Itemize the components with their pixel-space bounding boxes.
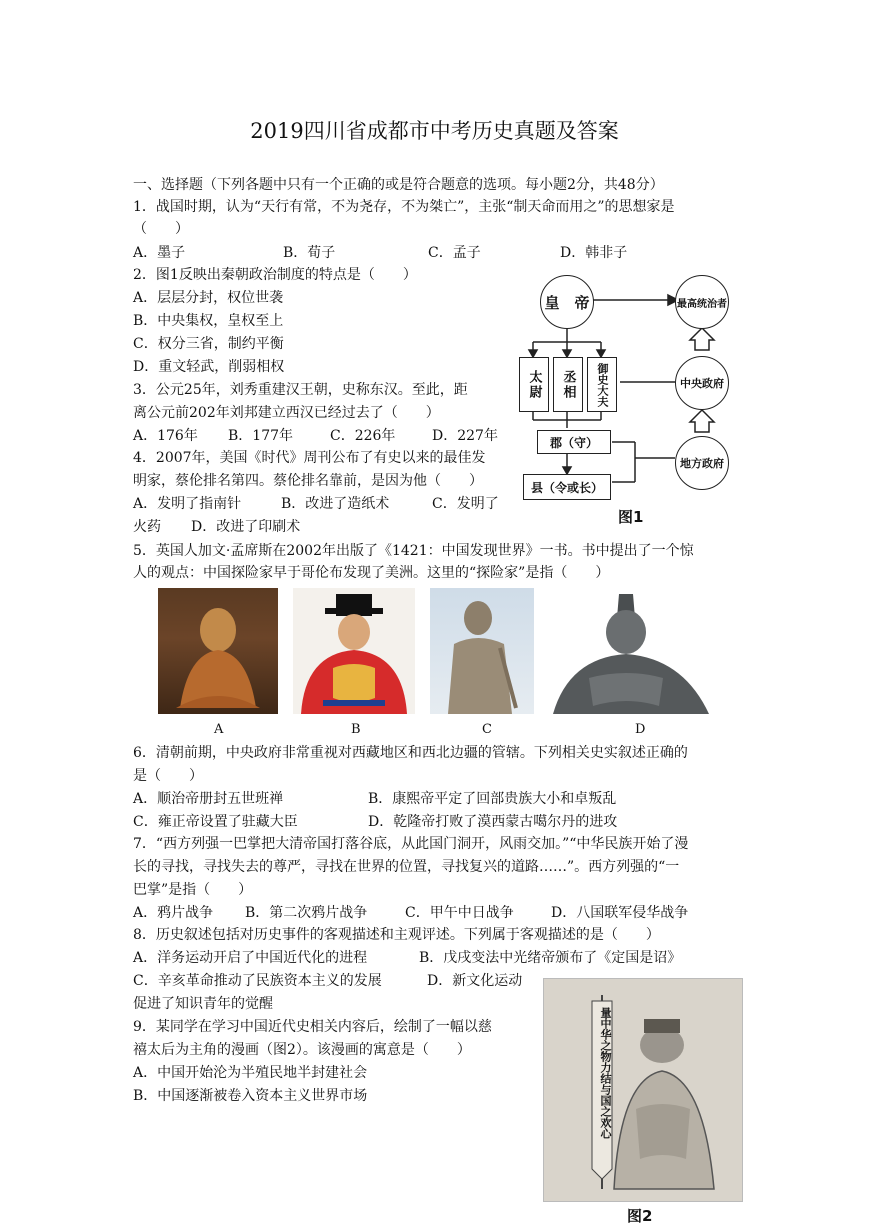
- q4-option-c: C．发明了: [432, 496, 499, 512]
- local-government-node: 地方政府: [675, 436, 729, 490]
- option-c-statue-image: [430, 588, 534, 714]
- yushi-node: 御史大夫: [587, 357, 617, 412]
- option-d-warrior-statue-image: [549, 588, 711, 714]
- q7-option-c: C．甲午中日战争: [405, 905, 514, 921]
- q5-label-c: C: [482, 722, 492, 737]
- q4-option-c-cont: 火药: [133, 519, 161, 535]
- q1-option-b: B．荀子: [283, 245, 336, 261]
- q1-stem: 1．战国时期，认为“天行有常，不为尧存，不为桀亡”，主张“制天命而用之”的思想家是: [133, 199, 675, 215]
- q2-option-c: C．权分三省，制约平衡: [133, 336, 284, 352]
- q3-option-d: D．227年: [432, 428, 498, 444]
- jun-node: 郡（守）: [537, 430, 611, 454]
- central-government-node: 中央政府: [675, 356, 729, 410]
- q4-option-b: B．改进了造纸术: [281, 496, 390, 512]
- q7-option-a: A．鸦片战争: [133, 905, 214, 921]
- q2-option-d: D．重文轻武，削弱相权: [133, 359, 285, 375]
- option-a-buddhist-statue-image: [158, 588, 278, 714]
- q9-option-a: A．中国开始沦为半殖民地半封建社会: [133, 1065, 368, 1081]
- q1-paren: （ ）: [133, 221, 189, 237]
- q8-option-d: D．新文化运动: [427, 973, 523, 989]
- chengxiang-node: 丞相: [553, 357, 583, 412]
- q6-stem-2: 是（ ）: [133, 768, 203, 784]
- q6-stem: 6．清朝前期，中央政府非常重视对西藏地区和西北边疆的管辖。下列相关史实叙述正确的: [133, 745, 688, 761]
- q9-stem: 9．某同学在学习中国近代史相关内容后，绘制了一幅以慈: [133, 1019, 492, 1035]
- figure1-diagram: [515, 270, 740, 530]
- q4-option-a: A．发明了指南针: [133, 496, 242, 512]
- q7-option-d: D．八国联军侵华战争: [551, 905, 689, 921]
- q4-option-d: D．改进了印刷术: [191, 519, 301, 535]
- figure2-caption: 图2: [627, 1207, 653, 1225]
- figure1-caption: 图1: [618, 508, 644, 526]
- q9-option-b: B．中国逐渐被卷入资本主义世界市场: [133, 1088, 368, 1104]
- q2-option-b: B．中央集权，皇权至上: [133, 313, 284, 329]
- q1-option-a: A．墨子: [133, 245, 186, 261]
- q5-stem-2: 人的观点：中国探险家早于哥伦布发现了美洲。这里的“探险家”是指（ ）: [133, 565, 610, 581]
- xian-node: 县（令或长）: [523, 474, 611, 500]
- page-title: 2019四川省成都市中考历史真题及答案: [250, 119, 619, 143]
- q3-option-b: B．177年: [228, 428, 294, 444]
- option-b-zheng-he-portrait-image: [293, 588, 415, 714]
- q6-option-c: C．雍正帝设置了驻藏大臣: [133, 814, 298, 830]
- q5-label-d: D: [635, 722, 646, 737]
- q8-option-d-cont: 促进了知识青年的觉醒: [133, 996, 273, 1012]
- emperor-node: 皇 帝: [540, 275, 594, 329]
- q8-option-b: B．戊戌变法中光绪帝颁布了《定国是诏》: [419, 950, 682, 966]
- q2-option-a: A．层层分封，权位世袭: [133, 290, 284, 306]
- q8-stem: 8．历史叙述包括对历史事件的客观描述和主观评述。下列属于客观描述的是（ ）: [133, 927, 660, 943]
- q4-stem-2: 明家，蔡伦排名第四。蔡伦排名靠前，是因为他（ ）: [133, 473, 483, 489]
- ruler-node: 最高统治者: [675, 275, 729, 329]
- q5-label-a: A: [214, 722, 224, 737]
- figure2-cixi-cartoon-image: [543, 978, 743, 1202]
- q8-option-c: C．辛亥革命推动了民族资本主义的发展: [133, 973, 382, 989]
- q2-stem: 2．图1反映出秦朝政治制度的特点是（ ）: [133, 267, 417, 283]
- q1-option-d: D．韩非子: [560, 245, 628, 261]
- taiwei-node: 太尉: [519, 357, 549, 412]
- q7-stem-2: 长的寻找，寻找失去的尊严，寻找在世界的位置，寻找复兴的道路……”。西方列强的“一: [133, 859, 680, 875]
- q7-stem-3: 巴掌”是指（ ）: [133, 882, 253, 898]
- section-heading: 一、选择题（下列各题中只有一个正确的或是符合题意的选项。每小题2分，共48分）: [133, 177, 664, 193]
- q9-stem-2: 禧太后为主角的漫画（图2）。该漫画的寓意是（ ）: [133, 1042, 471, 1058]
- q6-option-d: D．乾隆帝打败了漠西蒙古噶尔丹的进攻: [368, 814, 618, 830]
- q5-stem: 5．英国人加文·孟席斯在2002年出版了《1421：中国发现世界》一书。书中提出了一个惊: [133, 543, 694, 559]
- q5-label-b: B: [351, 722, 361, 737]
- q7-stem: 7．“西方列强一巴掌把大清帝国打落谷底，从此国门洞开，风雨交加。”“中华民族开始了漫: [133, 836, 689, 852]
- q3-option-c: C．226年: [330, 428, 396, 444]
- q6-option-a: A．顺治帝册封五世班禅: [133, 791, 284, 807]
- q3-stem-2: 离公元前202年刘邦建立西汉已经过去了（ ）: [133, 405, 440, 421]
- q3-stem: 3．公元25年，刘秀重建汉王朝，史称东汉。至此，距: [133, 382, 468, 398]
- q6-option-b: B．康熙帝平定了回部贵族大小和卓叛乱: [368, 791, 617, 807]
- figure2-banner-text: 量中华之物力结与国之欢心: [599, 1007, 612, 1139]
- q8-option-a: A．洋务运动开启了中国近代化的进程: [133, 950, 368, 966]
- q4-stem: 4．2007年，美国《时代》周刊公布了有史以来的最佳发: [133, 450, 486, 466]
- q3-option-a: A．176年: [133, 428, 198, 444]
- q1-option-c: C．孟子: [428, 245, 481, 261]
- q7-option-b: B．第二次鸦片战争: [245, 905, 368, 921]
